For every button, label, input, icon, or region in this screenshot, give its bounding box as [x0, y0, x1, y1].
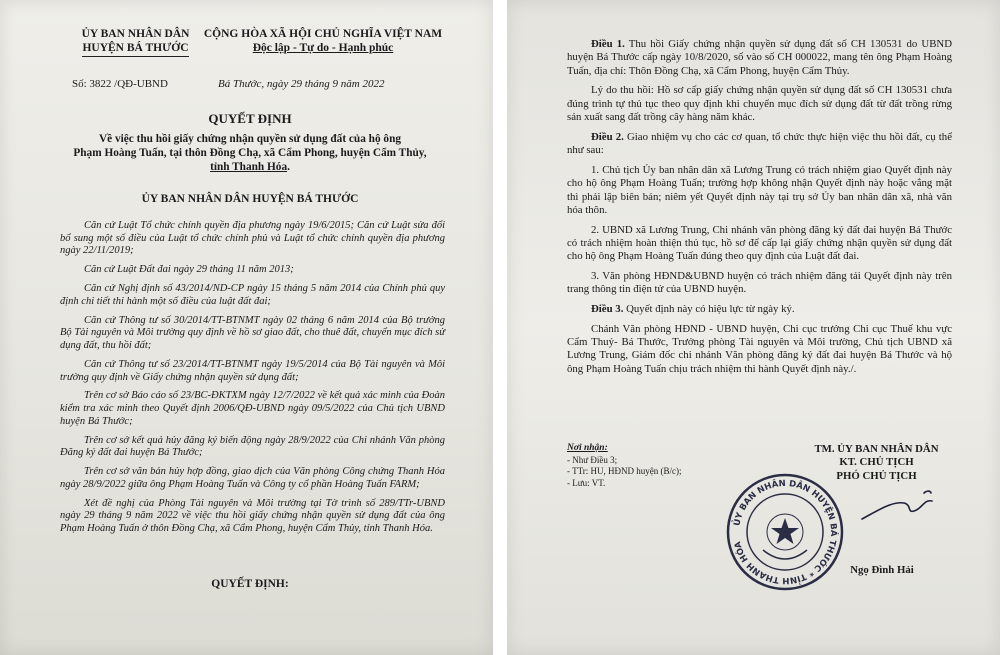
basis-paragraph: Căn cứ Luật Đất đai ngày 29 tháng 11 năm 2013;: [84, 264, 294, 276]
article-2: [567, 131, 952, 158]
sign-line-2: KT. CHỦ TỊCH: [839, 456, 914, 469]
revocation-reason: Lý do thu hồi: Hồ sơ cấp giấy chứng nhận quyền sử dụng đất số CH 130531 chưa đúng trình tự thủ tục theo quy định khi chuyển mục đích sử dụng đất từ đất trồng rừng sản xuất sang đất trồng cây hàng năm khác.: [567, 84, 952, 124]
seal-text: ỦY BAN NHÂN DÂN HUYỆN BÁ THƯỚC * TỈNH THANH HÓA: [732, 478, 839, 586]
document-subject: [40, 132, 460, 174]
decision-heading: QUYẾT ĐỊNH:: [211, 578, 289, 590]
execution-clause: Chánh Văn phòng HĐND - UBND huyện, Chi cục trưởng Chi cục Thuế khu vực Cẩm Thuỷ- Bá Thước, Trưởng phòng Tài nguyên và Môi trường, Chủ tịch UBND xã Lương Trung, Giám đốc chi nhánh Văn phòng đăng ký đất đai huyện Bá Thước và hộ ông Phạm Hoàng Tuấn chịu trách nhiệm thi hành Quyết định này./.: [567, 322, 952, 375]
subject-line-3: tỉnh Thanh Hóa: [210, 161, 288, 173]
task-item: 1. Chủ tịch Ủy ban nhân dân xã Lương Trung có trách nhiệm giao Quyết định này cho hộ ông Phạm Hoàng Tuấn; trường hợp không nhận Quyết định này hoặc vắng mặt thì phải lập biên bản; niêm yết Quyết định này tại trụ sở Ủy ban nhân dân xã, nhà văn hóa thôn.: [567, 163, 952, 217]
basis-paragraph: Xét đề nghị của Phòng Tài nguyên và Môi trường tại Tờ trình số 289/TTr-UBND ngày 29 tháng 9 năm 2022 về việc thu hồi giấy chứng nhận quyền sử dụng đất của ông Phạm Hoàng Tuấn ở thôn Đồng Chạ, xã Cẩm Phong, huyện Cẩm Thủy, tỉnh Thanh Hóa.: [60, 497, 445, 534]
handwritten-signature-icon: [852, 481, 952, 526]
task-item: 3. Văn phòng HĐND&UBND huyện có trách nhiệm đăng tải Quyết định này trên trang thông tin điện tử của UBND huyện.: [567, 270, 952, 296]
legal-basis: [60, 220, 445, 542]
nation-line-1: CỘNG HÒA XÃ HỘI CHỦ NGHĨA VIỆT NAM: [203, 28, 443, 40]
task-item: 2. UBND xã Lương Trung, Chi nhánh văn phòng đăng ký đất đai huyện Bá Thước có trách nhiệm hoàn thiện thủ tục, hồ sơ để cấp lại giấy chứng nhận quyền sử dụng đất cho hộ ông Phạm Hoàng Tuấn đúng theo quy định của Luật đất đai.: [567, 223, 952, 263]
subject-line-1: Về việc thu hồi giấy chứng nhận quyền sử dụng đất của hộ ông: [98, 133, 402, 145]
basis-paragraph: Trên cơ sở kết quả hủy đăng ký biến động ngày 28/9/2022 của Chi nhánh Văn phòng Đăng ký đất đai huyện Bá Thước;: [60, 434, 445, 459]
sign-line-1: TM. ỦY BAN NHÂN DÂN: [814, 443, 939, 455]
article-3-label: Điều 3.: [591, 303, 624, 316]
decision-body: [567, 38, 952, 382]
article-2-text: Giao nhiệm vụ cho các cơ quan, tổ chức thực hiện việc thu hồi đất, cụ thể như sau:: [567, 130, 952, 157]
basis-paragraph: Căn cứ Thông tư số 30/2014/TT-BTNMT ngày 02 tháng 6 năm 2014 của Bộ trưởng Bộ Tài nguyên và Môi trường quy định về hồ sơ giao đất, cho thuê đất, chuyển mục đích sử dụng đất, thu hồi đất;: [60, 314, 445, 351]
org-line-1: ỦY BAN NHÂN DÂN: [81, 28, 190, 40]
document-number: Số: 3822 /QĐ-UBND: [72, 78, 168, 90]
document-title: QUYẾT ĐỊNH: [208, 111, 292, 126]
article-3: [567, 303, 952, 316]
sign-line-3: PHÓ CHỦ TỊCH: [836, 469, 917, 482]
subject-end: .: [287, 161, 290, 173]
basis-paragraph: Trên cơ sở văn bản hủy hợp đồng, giao dịch của Văn phòng Công chứng Thanh Hóa ngày 28/9/2022 giữa ông Phạm Hoàng Tuấn và Công ty cổ phần Hoàng Tuấn FARM;: [60, 466, 445, 490]
recipient-item: - Lưu: VT.: [567, 477, 606, 488]
basis-paragraph: Căn cứ Nghị định số 43/2014/ND-CP ngày 15 tháng 5 năm 2014 của Chính phủ quy định chi tiết thi hành một số điều của luật đất đai;: [60, 283, 445, 307]
article-2-label: Điều 2.: [591, 130, 624, 143]
place-and-date: Bá Thước, ngày 29 tháng 9 năm 2022: [218, 78, 385, 90]
issuing-authority: ỦY BAN NHÂN DÂN HUYỆN BÁ THƯỚC: [141, 193, 359, 205]
article-3-text: Quyết định này có hiệu lực từ ngày ký.: [623, 303, 795, 316]
issuing-authority-header: [68, 27, 203, 57]
recipient-item: - Như Điều 3;: [567, 454, 618, 465]
document-page-1: [0, 0, 493, 655]
basis-paragraph: Căn cứ Luật Tổ chức chính quyền địa phương ngày 19/6/2015; Căn cứ Luật sửa đổi bổ sung một số điều của Luật tổ chức chính phủ và Luật tổ chức chính quyền địa phương ngày 22/11/2019;: [60, 220, 445, 257]
subject-line-2: Phạm Hoàng Tuấn, tại thôn Đồng Chạ, xã Cẩm Phong, huyện Cẩm Thủy,: [73, 147, 427, 159]
document-page-2: [507, 0, 1000, 655]
national-header: [198, 27, 448, 55]
basis-paragraph: Trên cơ sở Báo cáo số 23/BC-ĐKTXM ngày 12/7/2022 về kết quả xác minh của Đoàn kiểm tra xác minh theo Quyết định 2006/QĐ-UBND ngày 09/5/2022 của Chủ tịch UBND huyện Bá Thước;: [60, 390, 445, 427]
signer-name: Ngọ Đình Hải: [850, 564, 914, 576]
article-1-text: Thu hồi Giấy chứng nhận quyền sử dụng đất số CH 130531 do UBND huyện Bá Thước cấp ngày 10/8/2020, số vào số CH 000022, mang tên ông Phạm Hoàng Tuấn, địa chỉ: Thôn Đồng Chạ, xã Cẩm Phong, huyện Cẩm Thủy.: [567, 38, 952, 77]
national-motto: Độc lập - Tự do - Hạnh phúc: [252, 42, 394, 54]
recipient-item: - TTr: HU, HĐND huyện (B/c);: [567, 466, 682, 476]
org-line-2: HUYỆN BÁ THƯỚC: [82, 41, 188, 57]
basis-paragraph: Căn cứ Thông tư số 23/2014/TT-BTNMT ngày 19/5/2014 của Bộ Tài nguyên và Môi trường quy định về Giấy chứng nhận quyền sử dụng đất;: [60, 358, 445, 383]
article-1: [567, 38, 952, 78]
recipients-title: Nơi nhận:: [567, 443, 608, 453]
article-1-label: Điều 1.: [591, 38, 625, 50]
